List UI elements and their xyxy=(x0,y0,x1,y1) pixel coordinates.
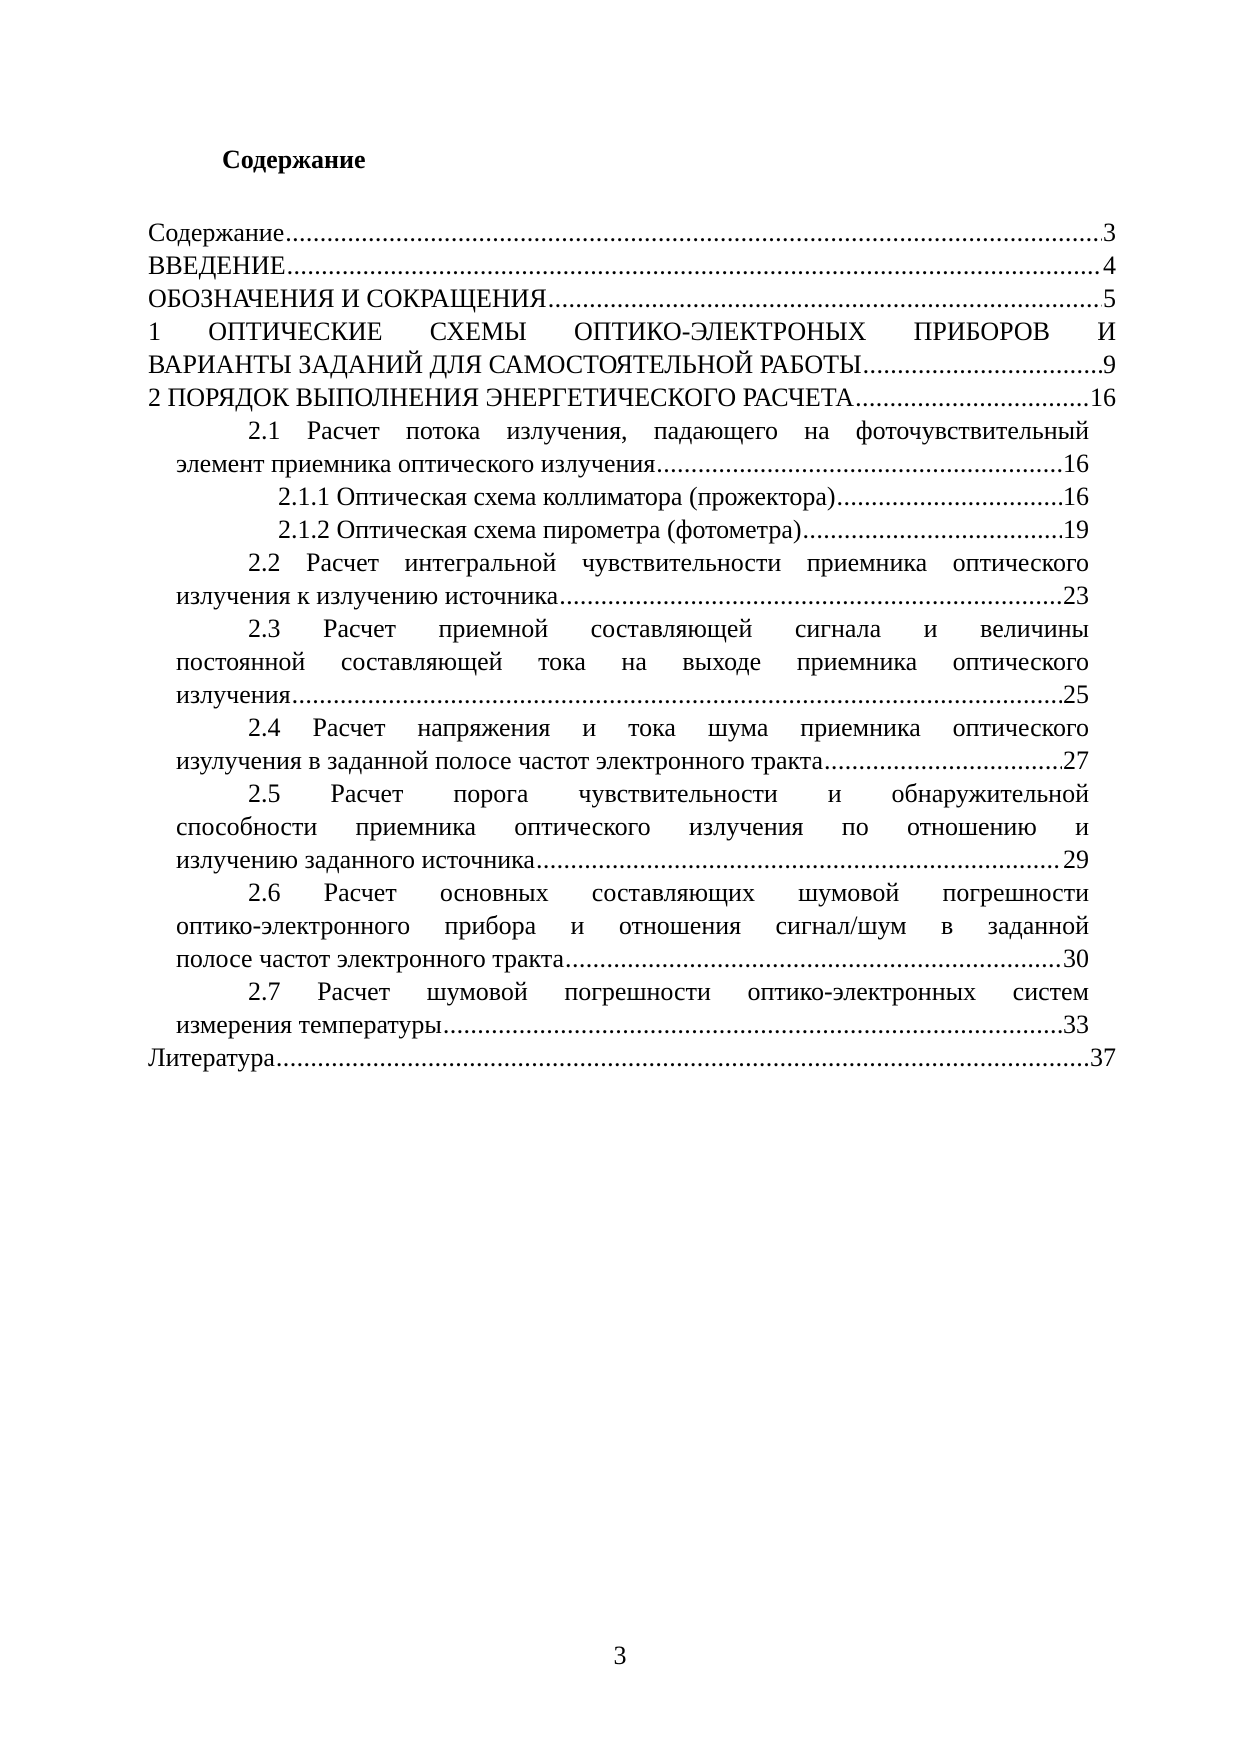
leader-dots xyxy=(276,1041,1089,1074)
toc-entry-title: Содержание xyxy=(148,218,285,247)
toc-entry-title: излучения к излучению источника xyxy=(176,581,559,610)
toc-entry-section-2-4[interactable] xyxy=(176,711,1089,777)
toc-entry-contents[interactable] xyxy=(148,216,1116,249)
leader-dots xyxy=(803,513,1062,546)
toc-entry-title: полосе частот электронного тракта xyxy=(176,944,565,973)
page-number: 3 xyxy=(613,1641,627,1670)
toc-entry-title-line: оптико-электронного прибора и отношения сигнал/шум в заданной xyxy=(176,911,1089,940)
toc-entry-section-2-3[interactable] xyxy=(176,612,1089,711)
toc-entry-title: ОБОЗНАЧЕНИЯ И СОКРАЩЕНИЯ xyxy=(148,284,547,313)
toc-entry-title: излучению заданного источника xyxy=(176,845,535,874)
toc-entry-section-2-1-1[interactable] xyxy=(278,480,1089,513)
toc-entry-chapter-1[interactable] xyxy=(148,315,1116,381)
toc-entry-title-line: 2.3 Расчет приемной составляющей сигнала и величины xyxy=(248,614,1089,643)
leader-dots xyxy=(548,282,1102,315)
toc-entry-page: 16 xyxy=(1063,482,1089,511)
toc-entry-title: элемент приемника оптического излучения xyxy=(176,449,656,478)
leader-dots xyxy=(285,216,1102,249)
toc-entry-page: 16 xyxy=(1090,383,1116,412)
toc-entry-title: 2.1.1 Оптическая схема коллиматора (прожектора) xyxy=(278,482,836,511)
toc-entry-page: 27 xyxy=(1063,746,1089,775)
toc-entry-title-line: 1 ОПТИЧЕСКИЕ СХЕМЫ ОПТИКО-ЭЛЕКТРОНЫХ ПРИБОРОВ И xyxy=(148,317,1116,346)
toc-entry-page: 37 xyxy=(1090,1043,1116,1072)
leader-dots xyxy=(287,249,1102,282)
toc-entry-page: 30 xyxy=(1063,944,1089,973)
toc-entry-title-line: 2.1 Расчет потока излучения, падающего на фоточувствительный xyxy=(248,416,1089,445)
toc-entry-title-line: 2.6 Расчет основных составляющих шумовой погрешности xyxy=(248,878,1089,907)
leader-dots xyxy=(292,678,1062,711)
leader-dots xyxy=(565,942,1062,975)
leader-dots xyxy=(837,480,1062,513)
leader-dots xyxy=(559,579,1062,612)
leader-dots xyxy=(824,744,1062,777)
toc-entry-section-2-1[interactable] xyxy=(176,414,1089,480)
toc-entry-title: изулучения в заданной полосе частот электронного тракта xyxy=(176,746,824,775)
toc-entry-title: 2 ПОРЯДОК ВЫПОЛНЕНИЯ ЭНЕРГЕТИЧЕСКОГО РАСЧЕТА xyxy=(148,383,855,412)
toc-entry-page: 25 xyxy=(1063,680,1089,709)
toc-entry-section-2-6[interactable] xyxy=(176,876,1089,975)
toc-entry-page: 9 xyxy=(1103,350,1116,379)
toc-entry-title: излучения xyxy=(176,680,291,709)
toc-entry-page: 23 xyxy=(1063,581,1089,610)
toc-entry-page: 16 xyxy=(1063,449,1089,478)
leader-dots xyxy=(863,348,1102,381)
toc-entry-title-line: постоянной составляющей тока на выходе приемника оптического xyxy=(176,647,1089,676)
toc-entry-literature[interactable] xyxy=(148,1041,1116,1074)
toc-entry-title-line: 2.2 Расчет интегральной чувствительности приемника оптического xyxy=(248,548,1089,577)
toc-entry-page: 33 xyxy=(1063,1010,1089,1039)
toc-entry-title-line: 2.4 Расчет напряжения и тока шума приемника оптического xyxy=(248,713,1089,742)
table-of-contents xyxy=(148,216,1116,1074)
page-title: Содержание xyxy=(222,145,366,174)
toc-entry-page: 29 xyxy=(1063,845,1089,874)
toc-entry-page: 3 xyxy=(1103,218,1116,247)
toc-entry-page: 4 xyxy=(1103,251,1116,280)
toc-entry-page: 5 xyxy=(1103,284,1116,313)
toc-entry-section-2-7[interactable] xyxy=(176,975,1089,1041)
leader-dots xyxy=(855,381,1089,414)
toc-entry-title-line: 2.5 Расчет порога чувствительности и обнаружительной xyxy=(248,779,1089,808)
toc-entry-title-line: способности приемника оптического излучения по отношению и xyxy=(176,812,1089,841)
toc-entry-title: 2.1.2 Оптическая схема пирометра (фотометра) xyxy=(278,515,802,544)
toc-entry-title-line: 2.7 Расчет шумовой погрешности оптико-электронных систем xyxy=(248,977,1089,1006)
toc-entry-section-2-1-2[interactable] xyxy=(278,513,1089,546)
toc-entry-page: 19 xyxy=(1063,515,1089,544)
toc-entry-section-2-5[interactable] xyxy=(176,777,1089,876)
toc-entry-title: ВВЕДЕНИЕ xyxy=(148,251,286,280)
toc-entry-abbreviations[interactable] xyxy=(148,282,1116,315)
leader-dots xyxy=(536,843,1062,876)
leader-dots xyxy=(443,1008,1062,1041)
toc-entry-introduction[interactable] xyxy=(148,249,1116,282)
toc-entry-title: ВАРИАНТЫ ЗАДАНИЙ ДЛЯ САМОСТОЯТЕЛЬНОЙ РАБОТЫ xyxy=(148,350,862,379)
leader-dots xyxy=(656,447,1062,480)
toc-entry-chapter-2[interactable] xyxy=(148,381,1116,414)
toc-entry-title: Литература xyxy=(148,1043,275,1072)
toc-entry-section-2-2[interactable] xyxy=(176,546,1089,612)
toc-entry-title: измерения температуры xyxy=(176,1010,442,1039)
